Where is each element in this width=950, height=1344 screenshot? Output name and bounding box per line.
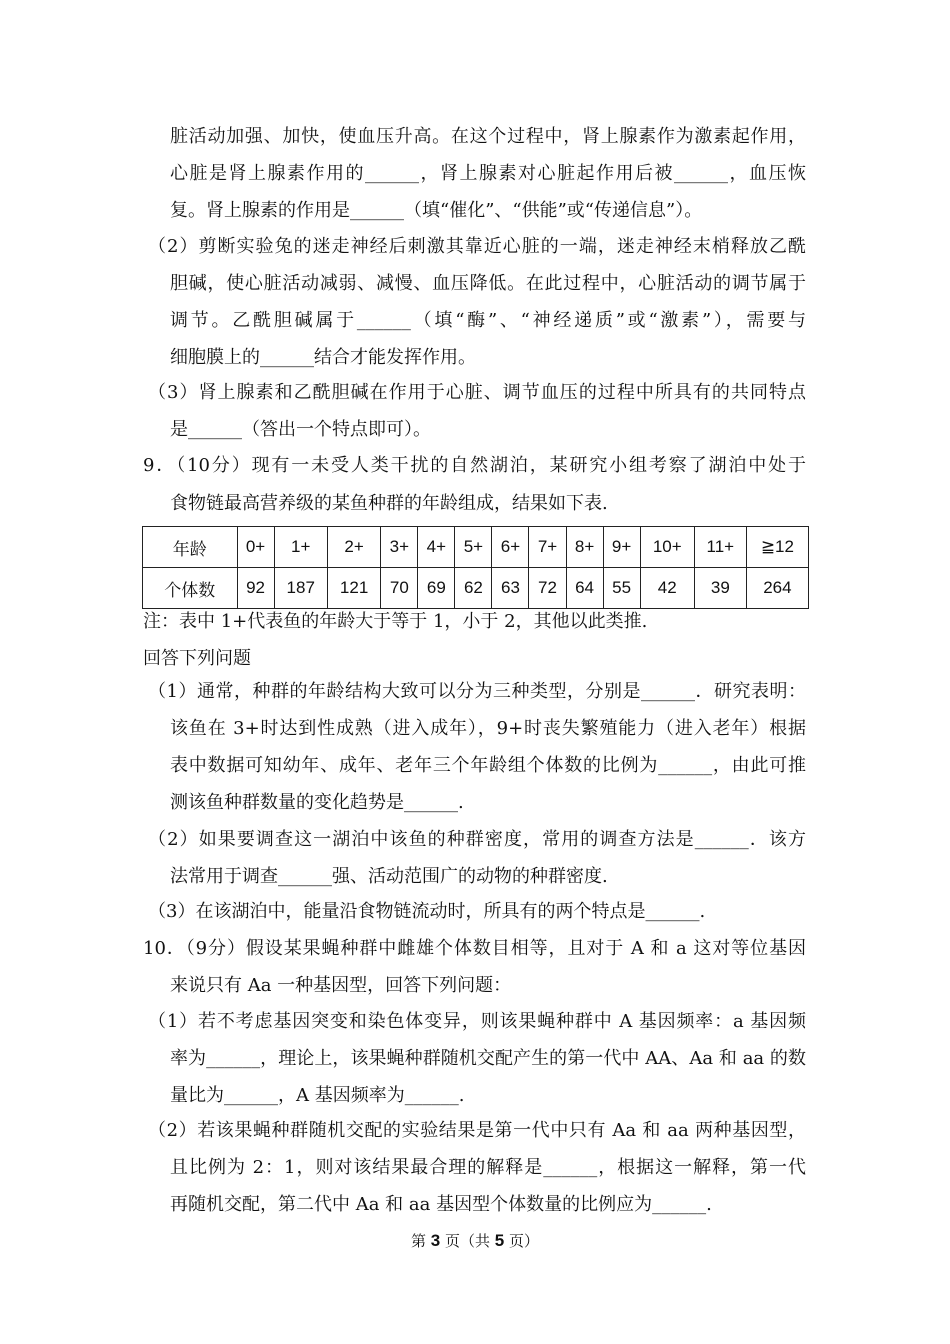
question-heading-line: 10．（9分）假设某果蝇种群中雌雄个体数目相等，且对于 A 和 a 这对等位基因 (143, 938, 806, 959)
count-cell: 62 (455, 568, 492, 609)
text-line: 该鱼在 3+时达到性成熟（进入成年），9+时丧失繁殖能力（进入老年）根据 (170, 718, 806, 739)
age-cell: 6+ (492, 527, 529, 568)
text-line: 回答下列问题 (143, 648, 251, 669)
age-cell: 7+ (529, 527, 566, 568)
text-line: 是______（答出一个特点即可）。 (170, 419, 431, 440)
table-header-count: 个体数 (143, 568, 238, 609)
age-cell: 8+ (566, 527, 603, 568)
age-cell: ≧12 (746, 527, 808, 568)
sub-question-line: （2）剪断实验兔的迷走神经后刺激其靠近心脏的一端，迷走神经末梢释放乙酰 (148, 236, 806, 257)
age-cell: 1+ (274, 527, 327, 568)
footer-middle: 页（共 (440, 1232, 495, 1250)
text-line: 来说只有 Aa 一种基因型，回答下列问题： (170, 975, 512, 996)
count-cell: 187 (274, 568, 327, 609)
age-structure-table (142, 526, 809, 609)
sub-question-line: （1）通常，种群的年龄结构大致可以分为三种类型，分别是______．研究表明： (148, 681, 806, 702)
text-line: 率为______，理论上，该果蝇种群随机交配产生的第一代中 AA、Aa 和 aa 的数 (170, 1048, 806, 1069)
text-line: 脏活动加强、加快，使血压升高。在这个过程中，肾上腺素作为激素起作用， (170, 126, 806, 147)
count-cell: 42 (640, 568, 694, 609)
count-cell: 70 (381, 568, 418, 609)
count-cell: 69 (418, 568, 455, 609)
sub-question-line: （3）肾上腺素和乙酰胆碱在作用于心脏、调节血压的过程中所具有的共同特点 (148, 382, 806, 403)
count-cell: 64 (566, 568, 603, 609)
count-cell: 264 (746, 568, 808, 609)
text-line: 注：表中 1+代表鱼的年龄大于等于 1，小于 2，其他以此类推. (143, 611, 648, 632)
page-number: 3 (430, 1231, 441, 1250)
sub-question-line: （3）在该湖泊中，能量沿食物链流动时，所具有的两个特点是______. (148, 901, 706, 922)
count-cell: 72 (529, 568, 566, 609)
footer-prefix: 第 (410, 1232, 431, 1250)
age-cell: 2+ (327, 527, 380, 568)
text-line: 且比例为 2：1，则对该结果最合理的解释是______，根据这一解释，第一代 (170, 1157, 806, 1178)
age-cell: 9+ (603, 527, 640, 568)
count-cell: 39 (694, 568, 746, 609)
age-cell: 3+ (381, 527, 418, 568)
text-line: 细胞膜上的______结合才能发挥作用。 (170, 347, 476, 368)
text-line: 食物链最高营养级的某鱼种群的年龄组成，结果如下表. (170, 493, 608, 514)
count-cell: 55 (603, 568, 640, 609)
age-cell: 5+ (455, 527, 492, 568)
count-cell: 121 (327, 568, 380, 609)
text-line: 表中数据可知幼年、成年、老年三个年龄组个体数的比例为______，由此可推 (170, 755, 806, 776)
text-line: 心脏是肾上腺素作用的______，肾上腺素对心脏起作用后被______，血压恢 (170, 163, 806, 184)
table-header-age: 年龄 (143, 527, 238, 568)
text-line: 胆碱，使心脏活动减弱、减慢、血压降低。在此过程中，心脏活动的调节属于 (170, 273, 806, 294)
count-cell: 63 (492, 568, 529, 609)
age-cell: 10+ (640, 527, 694, 568)
text-line: 再随机交配，第二代中 Aa 和 aa 基因型个体数量的比例应为______. (170, 1194, 712, 1215)
table-row-count (143, 568, 809, 609)
age-cell: 11+ (694, 527, 746, 568)
text-line: 复。肾上腺素的作用是______（填“催化”、“供能”或“传递信息”）。 (170, 200, 703, 221)
table-row-age (143, 527, 809, 568)
sub-question-line: （2）如果要调查这一湖泊中该鱼的种群密度，常用的调查方法是______．该方 (148, 829, 806, 850)
text-line: 法常用于调查______强、活动范围广的动物的种群密度. (170, 866, 608, 887)
age-cell: 0+ (237, 527, 274, 568)
question-heading-line: 9．（10分）现有一未受人类干扰的自然湖泊，某研究小组考察了湖泊中处于 (143, 455, 806, 476)
text-line: 调节。乙酰胆碱属于______（填“酶”、“神经递质”或“激素”），需要与 (170, 310, 806, 331)
page-total: 5 (494, 1231, 505, 1250)
count-cell: 92 (237, 568, 274, 609)
footer-suffix: 页） (504, 1232, 540, 1250)
age-cell: 4+ (418, 527, 455, 568)
sub-question-line: （2）若该果蝇种群随机交配的实验结果是第一代中只有 Aa 和 aa 两种基因型， (148, 1120, 806, 1141)
text-line: 测该鱼种群数量的变化趋势是______. (170, 792, 464, 813)
sub-question-line: （1）若不考虑基因突变和染色体变异，则该果蝇种群中 A 基因频率：a 基因频 (148, 1011, 806, 1032)
text-line: 量比为______，A 基因频率为______. (170, 1085, 465, 1106)
page-footer (0, 1230, 950, 1251)
